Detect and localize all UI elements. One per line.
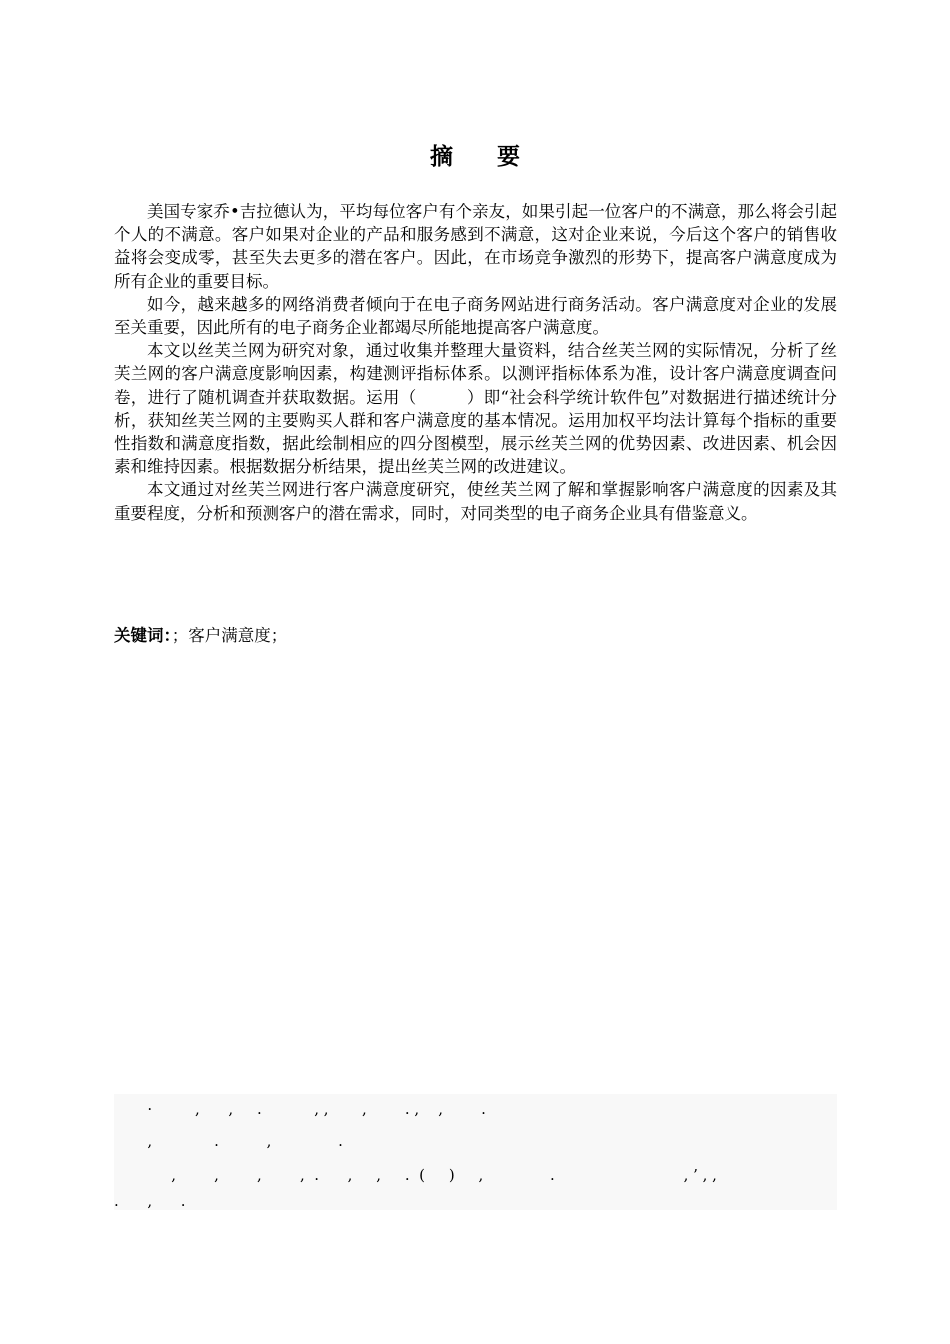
english-abstract-block xyxy=(114,1094,837,1210)
keywords-label: 关键词： xyxy=(114,626,172,645)
page-title: 摘要 xyxy=(430,144,564,170)
english-abstract-line: , , , , . , , . ( ) , . , ’ , , xyxy=(114,1166,717,1184)
abstract-paragraph: 本文通过对丝芙兰网进行客户满意度研究，使丝芙兰网了解和掌握影响客户满意度的因素及其重要程度，分析和预测客户的潜在需求，同时，对同类型的电子商务企业具有借鉴意义。 xyxy=(114,480,837,523)
keywords-value: ；客户满意度； xyxy=(171,626,288,645)
abstract-body xyxy=(114,200,837,525)
keywords-line xyxy=(114,624,837,648)
abstract-paragraph: 如今，越来越多的网络消费者倾向于在电子商务网站进行商务活动。客户满意度对企业的发展至关重要，因此所有的电子商务企业都竭尽所能地提高客户满意度。 xyxy=(114,294,837,338)
english-abstract-line: , . , . xyxy=(114,1132,343,1150)
abstract-paragraph: 本文以丝芙兰网为研究对象，通过收集并整理大量资料，结合丝芙兰网的实际情况，分析了丝芙兰网的客户满意度影响因素，构建测评指标体系。以测评指标体系为准，设计客户满意度调查问卷，进行了随机调查并获取数据。运用（ ）即“社会科学统计软件包”对数据进行描述统计分析，获知丝芙兰网的主要购买人群和客户满意度的基本情况。运用加权平均法计算每个指标的重要性指数和满意度指数，据此绘制相应的四分图模型，展示丝芙兰网的优势因素、改进因素、机会因素和维持因素。根据数据分析结果，提出丝芙兰网的改进建议。 xyxy=(114,341,837,477)
english-abstract-line: · , , . , , , . , , . xyxy=(114,1100,486,1118)
english-abstract-line: . , . xyxy=(114,1192,186,1210)
abstract-paragraph: 美国专家乔•吉拉德认为，平均每位客户有个亲友，如果引起一位客户的不满意，那么将会引起个人的不满意。客户如果对企业的产品和服务感到不满意，这对企业来说，今后这个客户的销售收益将会变成零，甚至失去更多的潜在客户。因此，在市场竞争激烈的形势下，提高客户满意度成为所有企业的重要目标。 xyxy=(114,202,837,291)
